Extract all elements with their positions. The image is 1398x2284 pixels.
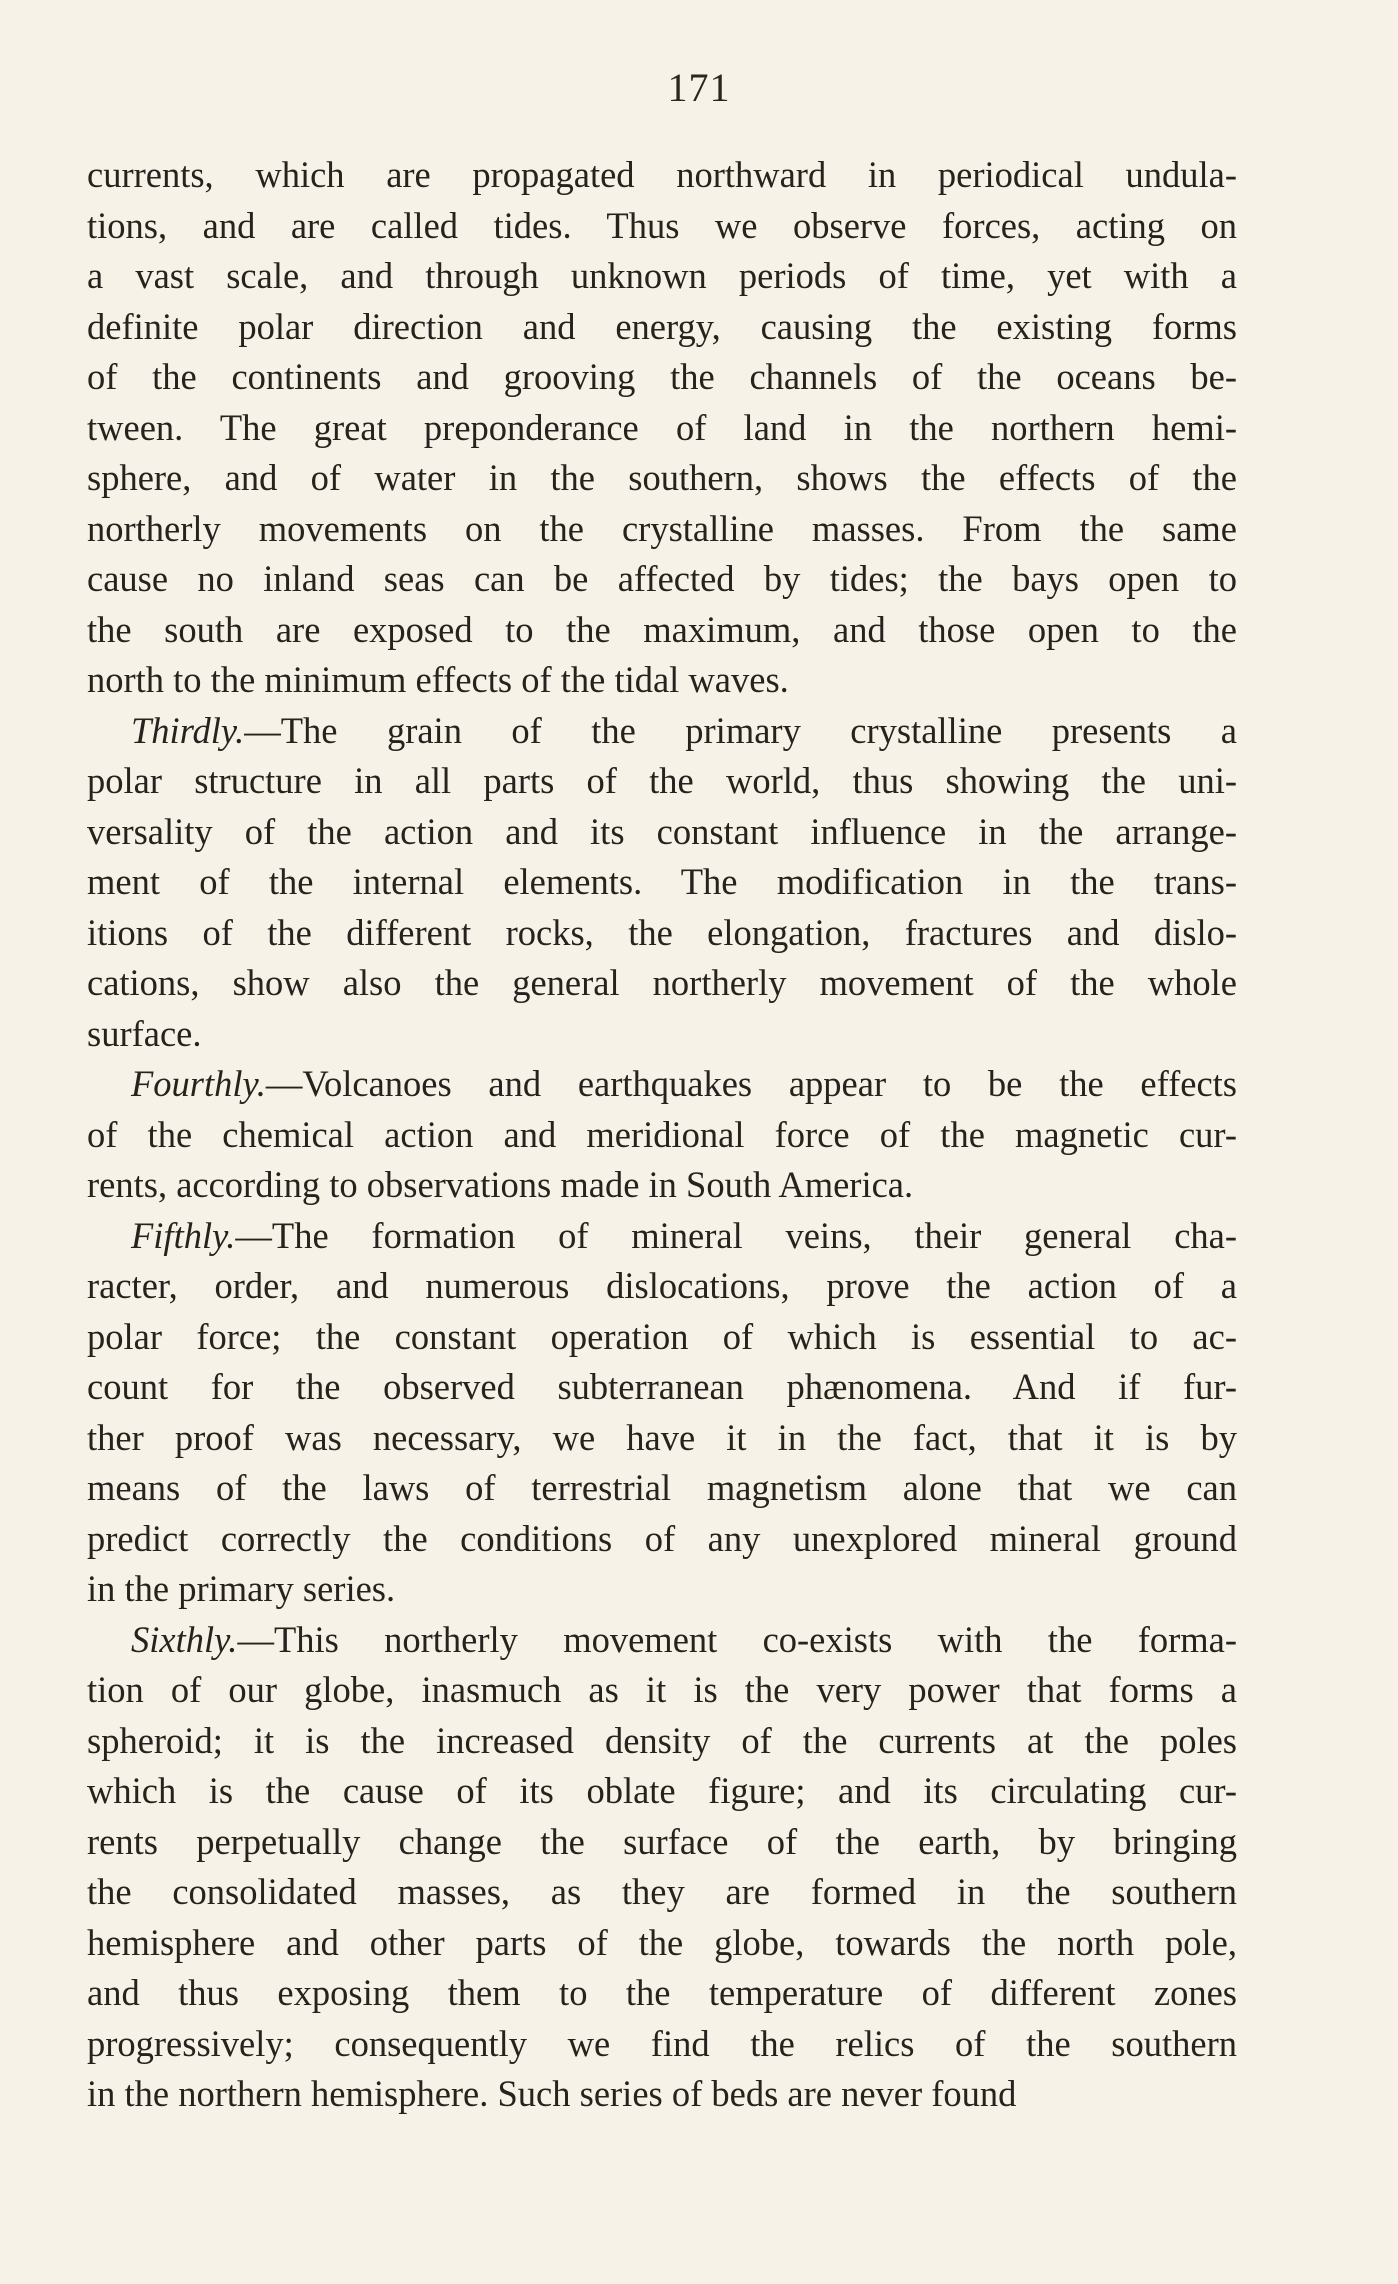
paragraph-lead: Fifthly. [131, 1214, 236, 1256]
line-text: currents, which are propagated northward in periodical undula- [87, 154, 1237, 195]
line-text: tion of our globe, inasmuch as it is the very power that forms a [87, 1669, 1237, 1710]
text-line [87, 1918, 1237, 1969]
line-text: spheroid; it is the increased density of the currents at the poles [87, 1719, 1237, 1761]
text-line [87, 1867, 1237, 1918]
paragraph [87, 1615, 1237, 2120]
text-line [87, 1463, 1237, 1514]
paragraph [87, 706, 1237, 1060]
text-line [87, 201, 1237, 252]
line-text: count for the observed subterranean phænomena. And if fur- [87, 1366, 1237, 1407]
line-text: —Volcanoes and earthquakes appear to be the effects [265, 1063, 1237, 1104]
body-text [87, 150, 1237, 2120]
line-text: tions, and are called tides. Thus we observe forces, acting on [87, 204, 1237, 246]
text-line [87, 1261, 1237, 1312]
text-line [87, 554, 1237, 605]
line-text: cause no inland seas can be affected by tides; the bays open to [87, 558, 1237, 599]
line-text: the consolidated masses, as they are formed in the southern [87, 1871, 1237, 1912]
text-line [87, 1665, 1237, 1716]
line-text: polar force; the constant operation of which is essential to ac- [87, 1315, 1237, 1357]
line-text: in the primary series. [87, 1568, 396, 1609]
text-line [87, 807, 1237, 858]
line-text: a vast scale, and through unknown periods of time, yet with a [87, 255, 1237, 296]
line-text: definite polar direction and energy, causing the existing forms [87, 305, 1237, 347]
text-line [87, 756, 1237, 807]
paragraph [87, 1211, 1237, 1615]
text-line [87, 504, 1237, 555]
line-text: polar structure in all parts of the world, thus showing the uni- [87, 760, 1237, 801]
line-text: and thus exposing them to the temperature of different zones [87, 1972, 1237, 2013]
line-text: ment of the internal elements. The modification in the trans- [87, 861, 1237, 902]
line-text: racter, order, and numerous dislocations, prove the action of a [87, 1265, 1237, 1306]
line-text: predict correctly the conditions of any unexplored mineral ground [87, 1517, 1237, 1559]
text-line [87, 1514, 1237, 1565]
text-line [87, 1362, 1237, 1413]
paragraph [87, 1059, 1237, 1211]
line-text: versality of the action and its constant influence in the arrange- [87, 810, 1237, 852]
line-text: surface. [87, 1012, 202, 1054]
text-line [87, 1716, 1237, 1767]
text-line [87, 605, 1237, 656]
line-text: means of the laws of terrestrial magnetism alone that we can [87, 1467, 1237, 1508]
line-text: northerly movements on the crystalline masses. From the same [87, 507, 1237, 549]
text-line [87, 352, 1237, 403]
paragraph-lead: Sixthly. [131, 1618, 238, 1660]
text-line [87, 2069, 1237, 2120]
paragraph-lead: Fourthly. [131, 1063, 266, 1104]
text-line [87, 1312, 1237, 1363]
line-text: which is the cause of its oblate figure; and its circulating cur- [87, 1770, 1237, 1811]
text-line [87, 1110, 1237, 1161]
line-text: —The formation of mineral veins, their general cha- [235, 1214, 1237, 1256]
paragraph [87, 150, 1237, 706]
text-line [87, 150, 1237, 201]
text-line [87, 908, 1237, 959]
text-line [87, 403, 1237, 454]
text-line [87, 857, 1237, 908]
line-text: rents perpetually change the surface of the earth, by bringing [87, 1820, 1237, 1862]
line-text: in the northern hemisphere. Such series of beds are never found [87, 2073, 1017, 2114]
text-line [87, 1211, 1237, 1262]
paragraph-lead: Thirdly. [131, 709, 245, 751]
text-line [87, 1413, 1237, 1464]
line-text: itions of the different rocks, the elongation, fractures and dislo- [87, 911, 1237, 953]
line-text: progressively; consequently we find the relics of the southern [87, 2022, 1237, 2064]
text-line [87, 453, 1237, 504]
line-text: north to the minimum effects of the tidal waves. [87, 659, 789, 700]
text-line [87, 1160, 1237, 1211]
line-text: —This northerly movement co-exists with the forma- [237, 1618, 1237, 1660]
line-text: rents, according to observations made in South America. [87, 1164, 914, 1205]
text-line [87, 1564, 1237, 1615]
line-text: hemisphere and other parts of the globe, towards the north pole, [87, 1921, 1237, 1963]
text-line [87, 2019, 1237, 2070]
text-line [87, 706, 1237, 757]
line-text: —The grain of the primary crystalline presents a [244, 709, 1237, 751]
text-line [87, 655, 1237, 706]
line-text: of the continents and grooving the channels of the oceans be- [87, 356, 1237, 397]
page-number: 171 [667, 65, 731, 110]
text-line [87, 1059, 1237, 1110]
line-text: cations, show also the general northerly movement of the whole [87, 962, 1237, 1003]
line-text: sphere, and of water in the southern, shows the effects of the [87, 457, 1237, 498]
text-line [87, 1615, 1237, 1666]
text-line [87, 958, 1237, 1009]
line-text: of the chemical action and meridional force of the magnetic cur- [87, 1113, 1237, 1155]
line-text: the south are exposed to the maximum, and those open to the [87, 608, 1237, 650]
text-line [87, 251, 1237, 302]
text-line [87, 1968, 1237, 2019]
text-line [87, 1817, 1237, 1868]
line-text: tween. The great preponderance of land in the northern hemi- [87, 406, 1237, 448]
text-line [87, 1009, 1237, 1060]
text-line [87, 302, 1237, 353]
text-line [87, 1766, 1237, 1817]
line-text: ther proof was necessary, we have it in the fact, that it is by [87, 1416, 1237, 1458]
